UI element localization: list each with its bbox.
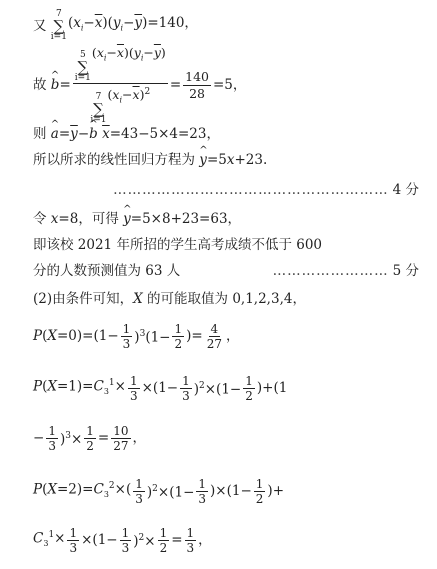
line-regression-equation: 所以所求的线性回归方程为 ^ y=5x+23.	[33, 151, 419, 169]
line-intercept-a: 则 ^ $a=\overline{y}-\^{}$ b $\overline{x}=43-5\times 4=23$，	[33, 125, 419, 143]
line-p-x2-b: $C_3^1\times$ $\frac{1}{3}$ ×(1− $\frac{1}{3}$ )$^2$× $\frac{1}{2}$ = $\frac{1}{3}$ ，	[33, 525, 212, 555]
value-fraction: $\frac{140}{28}$	[185, 68, 209, 101]
line-p-x0: P(X=0)=(1− $\frac{1}{3}$ )$^3$(1− $\frac{1}{2}$ )= $\frac{4}{27}$ ，	[33, 321, 240, 351]
line-part-2: (2)由条件可知，X 的可能取值为 0,1,2,3,4，	[33, 291, 306, 307]
leader-dots: ……………………	[272, 263, 389, 279]
line-p-x2-a: $P(X=2)=C_3^2\times$( $\frac{1}{3}$ )$^2$×(1− $\frac{1}{3}$ )×(1− $\frac{1}{2}$ )+	[33, 476, 285, 506]
line-score-4	[33, 181, 419, 199]
sum-symbol: 7 ∑ i=1	[50, 9, 67, 42]
leader-dots: …………………………………………………	[113, 182, 389, 198]
line-p-x1-a: $P(X=1)=C_3^1\times$ $\frac{1}{3}$ ×(1− $\frac{1}{3}$ )$^2$×(1− $\frac{1}{2}$ )+(1	[33, 373, 288, 403]
score-label: 4 分	[392, 182, 419, 198]
slope-fraction: 5 ∑ i=1 $(x_i-\overline{x})(y_i-\overline{y})$ 7 ∑ i=1 $(x_i-\overline{x})^2$	[74, 44, 166, 126]
line-prediction: 令 x=8，可得 ^ y=5×8+23=63，	[33, 210, 419, 228]
score-label: 5 分	[392, 263, 419, 279]
line-score-5: 分的人数预测值为 63 人 …………………… 5 分	[33, 263, 419, 279]
line-covariance-sum: 又 7 ∑ i=1 $(x_i-\overline{x})(y_i-\overline{y})=140$，	[33, 9, 198, 42]
line-slope-b: 故 ^ b= 5 ∑ i=1 $(x_i-\overline{x})(y_i-\overline{y})$ 7 ∑ i=1 $(x_i-\overline{x})^2$ = $\frac{140}{28}$ =5，	[33, 60, 419, 110]
line-statement: 即该校 2021 年所招的学生高考成绩不低于 600	[33, 237, 322, 253]
line-p-x1-b: − $\frac{1}{3}$ )$^3$× $\frac{1}{2}$ = $\frac{10}{27}$ ，	[33, 423, 147, 453]
